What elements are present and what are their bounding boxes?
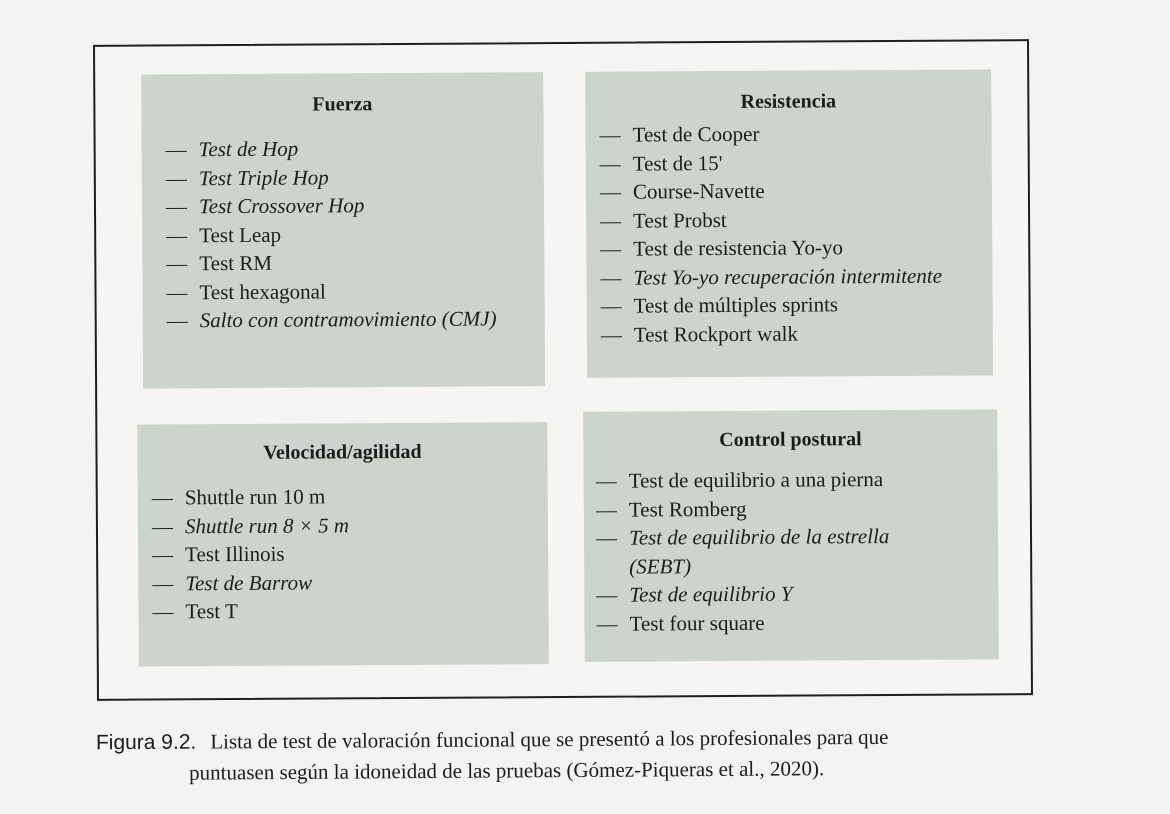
- list-dash: —: [166, 279, 188, 304]
- figure-label: Figura 9.2.: [95, 730, 197, 755]
- box-control-postural: [583, 409, 999, 662]
- test-item-label: Test Romberg: [628, 496, 747, 522]
- list-dash: —: [599, 151, 621, 176]
- list-dash: —: [595, 468, 617, 493]
- test-item-label: Test Yo-yo recuperación intermitente: [633, 263, 943, 290]
- test-item: [599, 118, 991, 149]
- test-item: [601, 289, 993, 320]
- test-item-label: Test de equilibrio Y: [629, 581, 793, 607]
- test-item-label: Test hexagonal: [199, 278, 326, 304]
- test-item: [600, 147, 992, 178]
- test-item: [600, 261, 992, 292]
- list-dash: —: [151, 513, 174, 539]
- test-item-label: Test Crossover Hop: [198, 193, 365, 219]
- test-item: [166, 133, 544, 164]
- test-item-label: Test RM: [199, 250, 273, 276]
- list-dash: —: [152, 599, 174, 624]
- test-item-label: Shuttle run 8 × 5 m: [184, 512, 350, 538]
- list-dash: —: [600, 322, 622, 347]
- caption-line-1: Lista de test de valoración funcional que se presentó a los profesionales para que: [210, 724, 889, 754]
- figure-caption: [96, 721, 1056, 789]
- test-item: [600, 175, 992, 206]
- test-item-label: Test de Barrow: [185, 570, 313, 595]
- test-item: [166, 276, 544, 307]
- box-fuerza: [141, 72, 545, 388]
- list-dash: —: [599, 179, 621, 204]
- list-dash: —: [600, 265, 622, 290]
- list-dash: —: [166, 251, 188, 276]
- test-item: [596, 521, 998, 580]
- caption-line-2: puntuasen según la idoneidad de las pruebas (Gómez-Piqueras et al., 2020).: [189, 756, 825, 785]
- test-item: [596, 607, 998, 638]
- test-item: [596, 578, 998, 609]
- list-dash: —: [596, 611, 618, 636]
- list-dash: —: [152, 570, 174, 596]
- test-item-label: Test de resistencia Yo-yo: [633, 235, 844, 261]
- test-list-control-postural: [596, 464, 999, 637]
- test-item: [596, 464, 998, 495]
- box-title-resistencia: Resistencia: [740, 90, 837, 113]
- test-item: [152, 538, 548, 569]
- test-item: [152, 510, 548, 541]
- test-list-fuerza: [166, 133, 545, 335]
- box-resistencia: [585, 69, 993, 377]
- test-item-continuation: (SEBT): [629, 553, 692, 579]
- test-item: [167, 304, 545, 335]
- test-item-label: Test Rockport walk: [633, 321, 799, 347]
- test-item-label: Test de equilibrio de la estrella: [628, 524, 890, 550]
- list-dash: —: [165, 194, 188, 219]
- list-dash: —: [599, 122, 621, 147]
- test-item-label: Test Triple Hop: [198, 164, 329, 190]
- list-dash: —: [165, 137, 187, 162]
- test-item: [152, 567, 548, 598]
- test-item: [166, 219, 544, 250]
- list-dash: —: [595, 497, 617, 522]
- test-item: [166, 190, 544, 221]
- test-item: [600, 204, 992, 235]
- box-velocidad-agilidad: [137, 422, 548, 667]
- test-item-label: Course-Navette: [632, 178, 765, 204]
- list-dash: —: [151, 485, 173, 510]
- test-item-label: Test de 15': [632, 150, 723, 176]
- test-item-label: Test four square: [629, 610, 765, 636]
- list-dash: —: [152, 542, 174, 567]
- list-dash: —: [600, 236, 622, 261]
- test-item-label: Test de Cooper: [632, 121, 760, 147]
- box-title-velocidad-agilidad: Velocidad/agilidad: [263, 440, 422, 464]
- list-dash: —: [166, 308, 188, 333]
- box-title-fuerza: Fuerza: [312, 93, 373, 116]
- list-dash: —: [600, 208, 622, 233]
- test-item: [152, 481, 548, 512]
- test-item: [166, 247, 544, 278]
- test-item-label: Test Leap: [199, 222, 282, 247]
- list-dash: —: [600, 293, 622, 318]
- list-dash: —: [596, 582, 618, 607]
- list-dash: —: [165, 165, 187, 190]
- test-list-resistencia: [599, 118, 992, 348]
- test-item-label: Test de equilibrio a una pierna: [628, 467, 884, 493]
- test-item-label: Test Probst: [633, 207, 727, 233]
- test-item-label: Test de múltiples sprints: [633, 292, 839, 318]
- list-dash: —: [166, 222, 188, 247]
- test-item-label: Shuttle run 10 m: [184, 484, 326, 510]
- test-item: [601, 318, 993, 349]
- test-item: [596, 493, 998, 524]
- test-item-label: Test T: [185, 598, 238, 624]
- test-item-label: Test de Hop: [198, 136, 299, 162]
- test-item: [166, 162, 544, 193]
- test-list-velocidad-agilidad: [152, 481, 549, 626]
- list-dash: —: [595, 525, 618, 550]
- test-item: [152, 595, 548, 626]
- test-item-label: Salto con contramovimiento (CMJ): [199, 306, 497, 333]
- test-item-label: Test Illinois: [185, 541, 285, 567]
- box-title-control-postural: Control postural: [719, 428, 862, 452]
- test-item: [600, 232, 992, 263]
- figure-frame: [93, 39, 1033, 701]
